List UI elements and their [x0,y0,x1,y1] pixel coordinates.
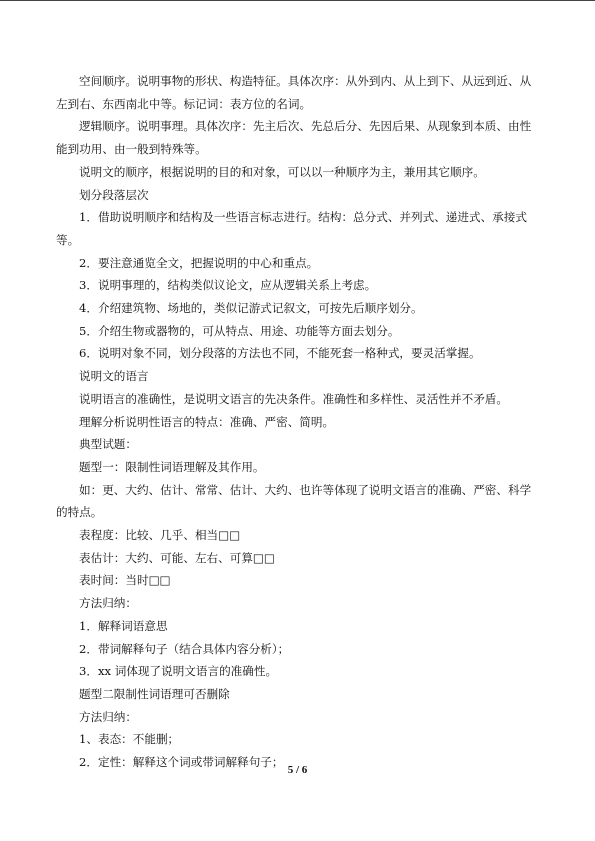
paragraph-logical-order: 逻辑顺序。说明事理。具体次序：先主后次、先总后分、先因后果、从现象到本质、由性能到功用、由一般到特殊等。 [56,119,532,157]
section-heading-paragraph-division: 划分段落层次 [79,187,149,202]
section-heading-language: 说明文的语言 [79,369,149,384]
paragraph-order-summary: 说明文的顺序，根据说明的目的和对象，可以以一种顺序为主，兼用其它顺序。 [79,164,485,179]
line-time-words: 表时间：当时□□ [79,573,171,588]
section-heading-typical-questions: 典型试题： [79,437,137,452]
list-item-division-3: 3．说明事理的，结构类似议论文，应从逻辑关系上考虑。 [79,278,377,293]
paragraph-language-accuracy: 说明语言的准确性，是说明文语言的先决条件。准确性和多样性、灵活性并不矛盾。 [79,391,508,406]
list-item-division-1: 1．借助说明顺序和结构及一些语言标志进行。结构：总分式、并列式、递进式、承接式等。 [56,210,527,247]
line-degree-words: 表程度：比较、几乎、相当□□ [79,528,241,543]
list-item-division-2: 2．要注意通览全文，把握说明的中心和重点。 [79,255,319,270]
method-summary-heading-2: 方法归纳： [79,709,137,724]
document-body [56,70,540,774]
paragraph-language-features: 理解分析说明性语言的特点：准确、严密、简明。 [79,414,335,429]
method-summary-heading-1: 方法归纳： [79,596,137,611]
page-number: 5 / 6 [287,764,308,776]
question-type-1-heading: 题型一：限制性词语理解及其作用。 [79,459,265,474]
paragraph-example-words: 如：更、大约、估计、常常、估计、大约、也许等体现了说明文语言的准确、严密、科学的特点。 [56,482,532,520]
list-item-division-6: 6．说明对象不同，划分段落的方法也不同，不能死套一格种式，要灵活掌握。 [79,346,481,361]
method2-step-2: 2．定性：解释这个词或带词解释句子； [79,755,284,770]
paragraph-spatial-order: 空间顺序。说明事物的形状、构造特征。具体次序：从外到内、从上到下、从远到近、从左到右、东西南北中等。标记词：表方位的名词。 [56,74,532,111]
method-step-2: 2．带词解释句子（结合具体内容分析）； [79,641,290,656]
line-estimate-words: 表估计：大约、可能、左右、可算□□ [79,550,275,565]
list-item-division-4: 4．介绍建筑物、场地的，类似记游式记叙文，可按先后顺序划分。 [79,301,423,316]
method-step-1: 1．解释词语意思 [79,618,168,633]
method-step-3: 3．xx 词体现了说明文语言的准确性。 [79,664,278,679]
list-item-division-5: 5．介绍生物或器物的，可从特点、用途、功能等方面去划分。 [79,323,400,338]
question-type-2-heading: 题型二限制性词语理可否删除 [79,686,230,701]
top-border-line [0,0,595,1]
method2-step-1: 1、表态：不能删； [79,732,180,747]
